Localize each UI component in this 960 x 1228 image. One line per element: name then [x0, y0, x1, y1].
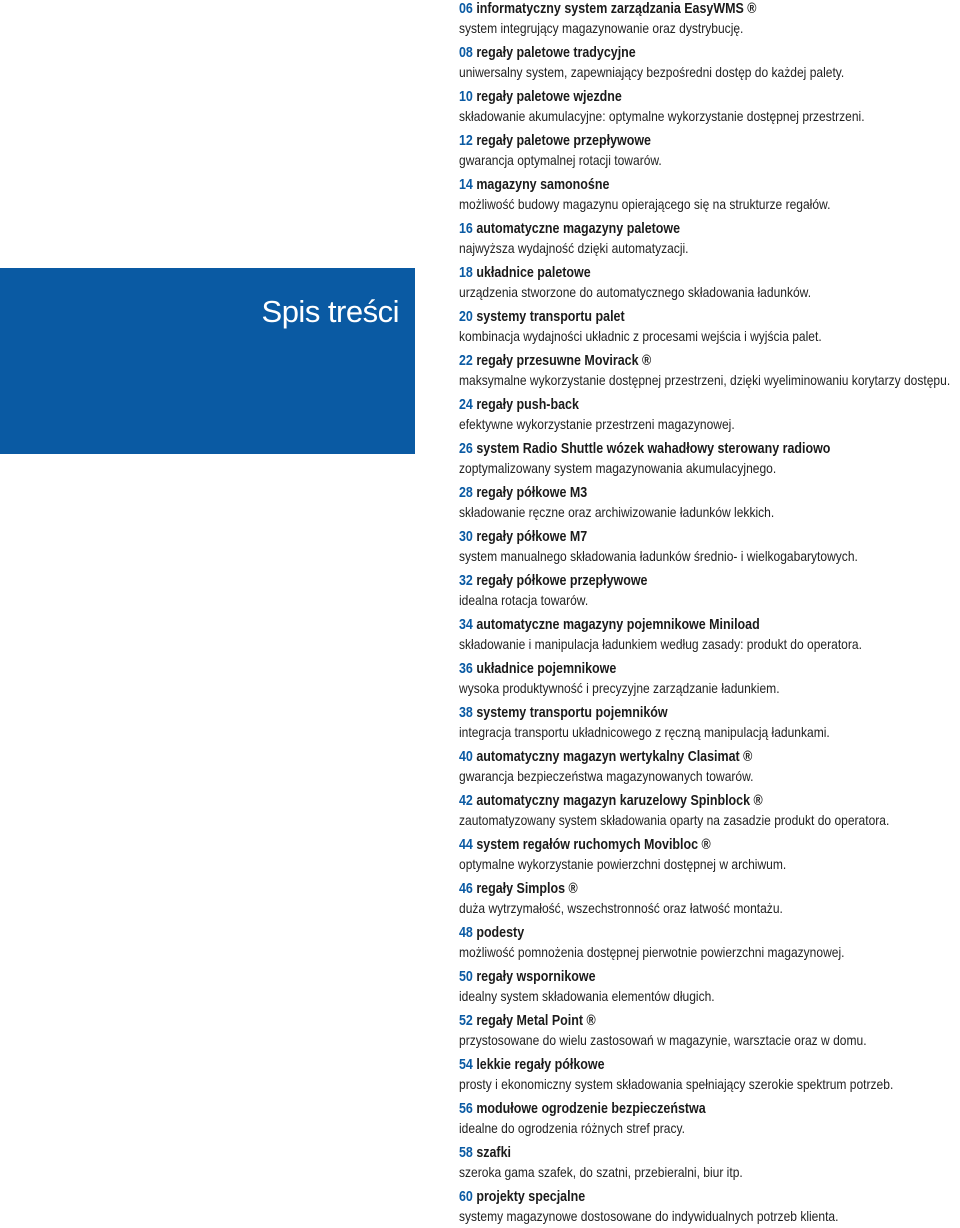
toc-entry-description: system manualnego składowania ładunków średnio- i wielkogabarytowych. — [459, 548, 858, 564]
toc-entry[interactable] — [459, 704, 959, 741]
toc-entry-description: integracja transportu układnicowego z ręczną manipulacją ładunkami. — [459, 724, 830, 740]
toc-entry-title: automatyczne magazyny pojemnikowe Miniload — [476, 617, 760, 633]
toc-entry[interactable] — [459, 660, 959, 697]
toc-page-number: 48 — [459, 925, 473, 941]
toc-entry-description: przystosowane do wielu zastosowań w magazynie, warsztacie oraz w domu. — [459, 1032, 867, 1048]
toc-page-number: 28 — [459, 485, 473, 501]
toc-entry-description: efektywne wykorzystanie przestrzeni magazynowej. — [459, 416, 735, 432]
toc-entry-title: system Radio Shuttle wózek wahadłowy sterowany radiowo — [476, 441, 831, 457]
toc-entry[interactable] — [459, 748, 959, 785]
sidebar-panel — [0, 268, 415, 454]
toc-entry-description: urządzenia stworzone do automatycznego składowania ładunków. — [459, 284, 812, 300]
toc-entry-description: możliwość pomnożenia dostępnej pierwotnie powierzchni magazynowej. — [459, 944, 845, 960]
toc-entry-title: regały półkowe przepływowe — [476, 573, 648, 589]
toc-page-number: 36 — [459, 661, 473, 677]
toc-page-number: 12 — [459, 133, 473, 149]
toc-page-number: 50 — [459, 969, 473, 985]
toc-entry-heading — [459, 660, 889, 678]
toc-entry-description: uniwersalny system, zapewniający bezpośredni dostęp do każdej palety. — [459, 64, 845, 80]
toc-entry-title: podesty — [476, 925, 525, 941]
toc-entry-title: system regałów ruchomych Movibloc ® — [476, 837, 711, 853]
toc-entry-title: regały push-back — [476, 397, 579, 413]
toc-page-number: 44 — [459, 837, 473, 853]
toc-page-number: 20 — [459, 309, 473, 325]
toc-entry-heading — [459, 396, 889, 414]
toc-entry-description: maksymalne wykorzystanie dostępnej przestrzeni, dzięki wyeliminowaniu korytarzy dostępu. — [459, 372, 951, 388]
toc-entry-description: gwarancja bezpieczeństwa magazynowanych towarów. — [459, 768, 754, 784]
toc-entry[interactable] — [459, 1100, 959, 1137]
toc-entry-heading — [459, 484, 889, 502]
toc-page-number: 06 — [459, 1, 473, 17]
toc-entry[interactable] — [459, 528, 959, 565]
toc-entry-description: idealne do ogrodzenia różnych stref pracy. — [459, 1120, 685, 1136]
toc-entry-description: kombinacja wydajności układnic z procesami wejścia i wyjścia palet. — [459, 328, 822, 344]
toc-page-number: 54 — [459, 1057, 473, 1073]
toc-entry[interactable] — [459, 836, 959, 873]
toc-entry-title: regały Metal Point ® — [476, 1013, 596, 1029]
toc-entry-description: zoptymalizowany system magazynowania akumulacyjnego. — [459, 460, 777, 476]
toc-entry-description: idealna rotacja towarów. — [459, 592, 589, 608]
toc-entry-title: automatyczne magazyny paletowe — [476, 221, 681, 237]
toc-entry-description: optymalne wykorzystanie powierzchni dostępnej w archiwum. — [459, 856, 787, 872]
toc-entry[interactable] — [459, 220, 959, 257]
toc-entry-heading — [459, 308, 889, 326]
toc-page-number: 58 — [459, 1145, 473, 1161]
toc-entry-title: regały przesuwne Movirack ® — [476, 353, 652, 369]
toc-entry[interactable] — [459, 308, 959, 345]
toc-entry-heading — [459, 440, 889, 458]
toc-entry[interactable] — [459, 880, 959, 917]
toc-entry-description: duża wytrzymałość, wszechstronność oraz łatwość montażu. — [459, 900, 783, 916]
toc-entry-heading — [459, 1188, 889, 1206]
toc-entry-heading — [459, 0, 889, 18]
toc-page-number: 46 — [459, 881, 473, 897]
toc-entry-title: systemy transportu pojemników — [476, 705, 668, 721]
toc-entry-heading — [459, 352, 889, 370]
toc-entry-heading — [459, 572, 889, 590]
toc-page-number: 24 — [459, 397, 473, 413]
toc-page-number: 10 — [459, 89, 473, 105]
toc-entry[interactable] — [459, 396, 959, 433]
toc-entry-heading — [459, 528, 889, 546]
toc-entry-title: regały Simplos ® — [476, 881, 578, 897]
toc-entry-heading — [459, 1144, 889, 1162]
toc-page-number: 30 — [459, 529, 473, 545]
toc-entry-title: magazyny samonośne — [476, 177, 610, 193]
toc-entry-title: układnice pojemnikowe — [476, 661, 617, 677]
toc-entry-heading — [459, 264, 889, 282]
toc-entry-description: prosty i ekonomiczny system składowania spełniający szerokie spektrum potrzeb. — [459, 1076, 894, 1092]
toc-entry-title: automatyczny magazyn karuzelowy Spinblock ® — [476, 793, 763, 809]
toc-entry[interactable] — [459, 572, 959, 609]
toc-entry[interactable] — [459, 1012, 959, 1049]
toc-entry-description: system integrujący magazynowanie oraz dystrybucję. — [459, 20, 744, 36]
toc-entry[interactable] — [459, 792, 959, 829]
toc-page-number: 56 — [459, 1101, 473, 1117]
toc-entry-heading — [459, 792, 889, 810]
toc-entry-title: modułowe ogrodzenie bezpieczeństwa — [476, 1101, 706, 1117]
toc-page-number: 38 — [459, 705, 473, 721]
toc-entry-heading — [459, 616, 889, 634]
toc-entry-title: regały wspornikowe — [476, 969, 596, 985]
toc-page-number: 34 — [459, 617, 473, 633]
toc-entry-description: najwyższa wydajność dzięki automatyzacji. — [459, 240, 689, 256]
toc-entry-title: systemy transportu palet — [476, 309, 625, 325]
toc-entry-heading — [459, 1056, 889, 1074]
toc-entry-heading — [459, 704, 889, 722]
toc-entry-description: wysoka produktywność i precyzyjne zarządzanie ładunkiem. — [459, 680, 780, 696]
toc-entry-heading — [459, 1100, 889, 1118]
toc-entry[interactable] — [459, 0, 959, 37]
toc-entry-heading — [459, 220, 889, 238]
toc-page-number: 40 — [459, 749, 473, 765]
toc-entry-description: składowanie akumulacyjne: optymalne wykorzystanie dostępnej przestrzeni. — [459, 108, 865, 124]
toc-page-number: 60 — [459, 1189, 473, 1205]
toc-page-number: 42 — [459, 793, 473, 809]
toc-entry-heading — [459, 1012, 889, 1030]
toc-entry-description: idealny system składowania elementów długich. — [459, 988, 715, 1004]
toc-entry[interactable] — [459, 44, 959, 81]
toc-entry-title: regały paletowe tradycyjne — [476, 45, 636, 61]
toc-entry-title: regały paletowe wjezdne — [476, 89, 622, 105]
toc-entry-description: możliwość budowy magazynu opierającego się na strukturze regałów. — [459, 196, 831, 212]
toc-entry[interactable] — [459, 88, 959, 125]
toc-page-number: 26 — [459, 441, 473, 457]
toc-page-number: 14 — [459, 177, 473, 193]
toc-entry[interactable] — [459, 616, 959, 653]
toc-entry-title: regały paletowe przepływowe — [476, 133, 651, 149]
toc-entry[interactable] — [459, 484, 959, 521]
toc-page-number: 52 — [459, 1013, 473, 1029]
toc-entry[interactable] — [459, 440, 959, 477]
toc-entry-description: zautomatyzowany system składowania oparty na zasadzie produkt do operatora. — [459, 812, 890, 828]
toc-entry-title: regały półkowe M7 — [476, 529, 588, 545]
sidebar-title: Spis treści — [261, 294, 399, 329]
toc-entry-title: szafki — [476, 1145, 511, 1161]
toc-entry-heading — [459, 968, 889, 986]
toc-entry-heading — [459, 836, 889, 854]
toc-entry-heading — [459, 132, 889, 150]
toc-page-number: 32 — [459, 573, 473, 589]
toc-entry[interactable] — [459, 968, 959, 1005]
toc-entry[interactable] — [459, 1144, 959, 1181]
toc-entry[interactable] — [459, 264, 959, 301]
toc-page-number: 16 — [459, 221, 473, 237]
toc-page-number: 18 — [459, 265, 473, 281]
toc-entry[interactable] — [459, 176, 959, 213]
toc-entry[interactable] — [459, 924, 959, 961]
toc-entry-title: lekkie regały półkowe — [476, 1057, 605, 1073]
toc-entry-description: składowanie i manipulacja ładunkiem według zasady: produkt do operatora. — [459, 636, 862, 652]
toc-entry-heading — [459, 88, 889, 106]
toc-entry-heading — [459, 176, 889, 194]
toc-entry-title: regały półkowe M3 — [476, 485, 588, 501]
toc-entry[interactable] — [459, 1056, 959, 1093]
toc-entry[interactable] — [459, 1188, 959, 1225]
toc-entry-heading — [459, 924, 889, 942]
toc-page-number: 08 — [459, 45, 473, 61]
toc-entry-description: systemy magazynowe dostosowane do indywidualnych potrzeb klienta. — [459, 1208, 839, 1224]
toc-page-number: 22 — [459, 353, 473, 369]
toc-entry-description: szeroka gama szafek, do szatni, przebieralni, biur itp. — [459, 1164, 743, 1180]
toc-entry-description: składowanie ręczne oraz archiwizowanie ładunków lekkich. — [459, 504, 775, 520]
toc-entry-title: projekty specjalne — [476, 1189, 586, 1205]
toc-entry-title: układnice paletowe — [476, 265, 591, 281]
toc-entry-heading — [459, 748, 889, 766]
toc-entry-title: informatyczny system zarządzania EasyWMS ® — [476, 1, 757, 17]
toc-entry[interactable] — [459, 352, 959, 389]
toc-entry-heading — [459, 44, 889, 62]
toc-entry-description: gwarancja optymalnej rotacji towarów. — [459, 152, 662, 168]
toc-entry-heading — [459, 880, 889, 898]
toc-entry[interactable] — [459, 132, 959, 169]
toc-entry-title: automatyczny magazyn wertykalny Clasimat ® — [476, 749, 753, 765]
